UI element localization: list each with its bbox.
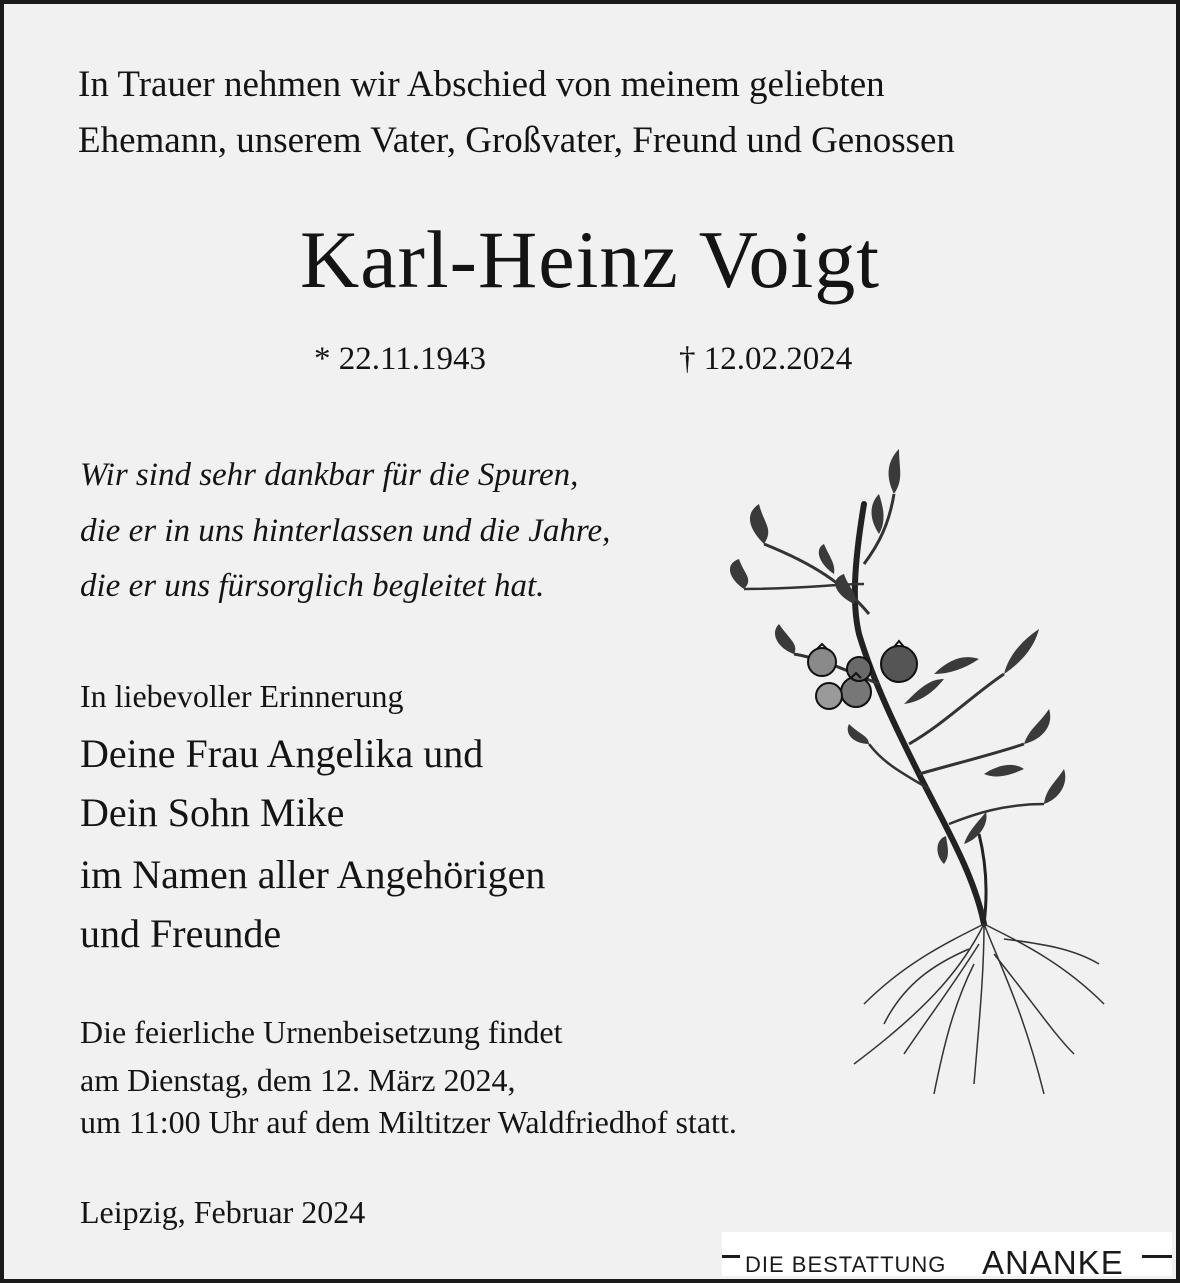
deceased-name: Karl-Heinz Voigt [299, 214, 881, 305]
quote-line-1: Wir sind sehr dankbar für die Spuren, [80, 457, 579, 493]
signatory-line-1: Deine Frau Angelika und [80, 731, 484, 776]
signatory-line-4: und Freunde [80, 911, 282, 956]
ceremony-line-3: um 11:00 Uhr auf dem Miltitzer Waldfriedhof statt. [80, 1104, 737, 1140]
funeral-home-name: ANANKE [982, 1244, 1124, 1281]
remembrance-line: In liebevoller Erinnerung [80, 678, 404, 714]
footer-rule-right [1142, 1255, 1172, 1258]
death-date: † 12.02.2024 [679, 341, 853, 377]
intro-line-1: In Trauer nehmen wir Abschied von meinem geliebten [78, 64, 885, 105]
intro-line-2: Ehemann, unserem Vater, Großvater, Freund und Genossen [78, 120, 955, 161]
tomato-plant-illustration [704, 444, 1124, 1104]
ceremony-line-1: Die feierliche Urnenbeisetzung findet [80, 1014, 563, 1050]
place-date: Leipzig, Februar 2024 [80, 1194, 366, 1230]
signatory-line-3: im Namen aller Angehörigen [80, 852, 546, 897]
quote-line-3: die er uns fürsorglich begleitet hat. [80, 568, 545, 604]
funeral-home-prefix: DIE BESTATTUNG [745, 1252, 947, 1277]
footer-rule-left [722, 1255, 740, 1258]
ceremony-line-2: am Dienstag, dem 12. März 2024, [80, 1062, 516, 1098]
signatory-line-2: Dein Sohn Mike [80, 790, 345, 835]
quote-line-2: die er in uns hinterlassen und die Jahre, [80, 513, 611, 549]
birth-date: * 22.11.1943 [314, 341, 487, 377]
